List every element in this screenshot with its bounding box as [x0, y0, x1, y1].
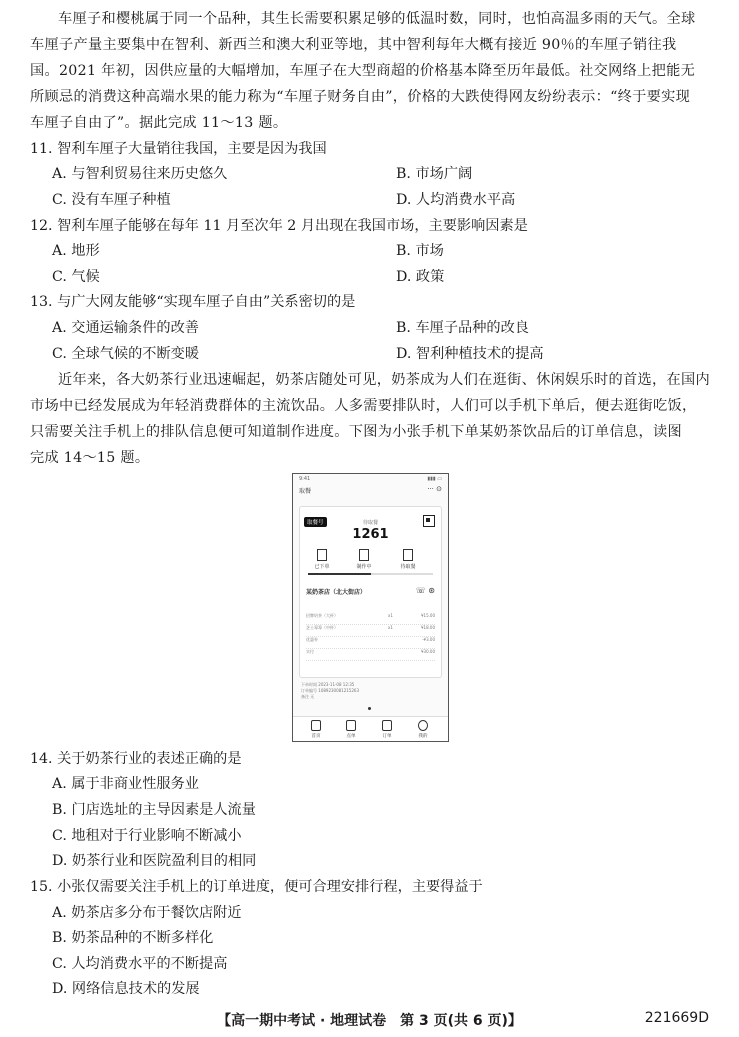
item-name: 芝士莓莓（中杯）: [306, 625, 338, 630]
question-15-option-c: C. 人均消费水平的不断提高: [52, 956, 228, 972]
question-14-option-b: B. 门店选址的主导因素是人流量: [52, 802, 256, 818]
item-name: 实付: [306, 649, 314, 654]
item-price: -¥3.00: [422, 637, 435, 642]
question-11-stem: 11. 智利车厘子大量销往我国，主要是因为我国: [30, 141, 327, 157]
phone-bottom-nav: [293, 716, 448, 741]
exam-code: 221669D: [644, 1010, 709, 1026]
question-15-option-a: A. 奶茶店多分布于餐饮店附近: [52, 905, 242, 921]
step-label: 已下单: [314, 564, 330, 570]
question-14-stem: 14. 关于奶茶行业的表述正确的是: [30, 751, 242, 767]
header-title: 取餐: [299, 488, 312, 495]
home-icon: [311, 720, 321, 731]
order-item-row: [306, 637, 435, 649]
order-number: 1261: [352, 527, 389, 542]
question-12-option-c: C. 气候: [52, 269, 100, 285]
question-13-stem: 13. 与广大网友能够“实现车厘子自由”关系密切的是: [30, 294, 356, 310]
step-label: 制作中: [356, 564, 372, 570]
passage-line: 近年来，各大奶茶行业迅速崛起，奶茶店随处可见，奶茶成为人们在逛街、休闲娱乐时的首选，在国内: [58, 372, 710, 388]
order-progress-fill: [308, 573, 371, 575]
question-12-option-b: B. 市场: [396, 243, 444, 259]
passage-line: 市场中已经发展成为年轻消费群体的主流饮品。人多需要排队时，人们可以手机下单后，便去逛街吃饭，: [30, 398, 697, 414]
cup-icon: [317, 549, 327, 561]
order-steps: [308, 549, 433, 571]
order-progress-bar: [308, 573, 433, 575]
question-15-option-b: B. 奶茶品种的不断多样化: [52, 930, 214, 946]
passage-milk-tea: [30, 367, 710, 471]
page-indicator-dot: [368, 707, 371, 710]
passage-line: 所顾忌的消费这种高端水果的能力称为“车厘子财务自由”，价格的大跌使得网友纷纷表示：“终于要实现: [30, 89, 691, 105]
question-11-option-a: A. 与智利贸易往来历史悠久: [52, 166, 228, 182]
question-13-option-a: A. 交通运输条件的改善: [52, 320, 199, 336]
item-price: ¥15.00: [421, 613, 435, 618]
question-13-option-c: C. 全球气候的不断变暖: [52, 346, 200, 362]
nav-menu[interactable]: [336, 720, 366, 739]
question-12-stem: 12. 智利车厘子能够在每年 11 月至次年 2 月出现在我国市场，主要影响因素是: [30, 218, 528, 234]
cup-icon: [346, 720, 356, 731]
order-screenshot-figure: [292, 473, 449, 742]
question-13-option-d: D. 智利种植技术的提高: [396, 346, 544, 362]
question-14-option-a: A. 属于非商业性服务业: [52, 776, 199, 792]
receipt-icon: [382, 720, 392, 731]
footer-title: 【高一期中考试 · 地理试卷 第 3 页(共 6 页)】: [217, 1013, 522, 1029]
question-12-option-d: D. 政策: [396, 269, 445, 285]
more-icon: ··· ⊙: [427, 485, 442, 493]
store-action-icons[interactable]: ☏ ⊛: [415, 586, 435, 595]
order-item-row: [306, 649, 435, 661]
question-11-option-c: C. 没有车厘子种植: [52, 192, 171, 208]
phone-header: [299, 486, 442, 498]
question-14-option-d: D. 奶茶行业和医院盈利目的相同: [52, 853, 257, 869]
item-qty: x1: [388, 613, 393, 618]
order-status-label: 待取餐: [362, 520, 378, 526]
status-time: 9:41: [299, 476, 311, 482]
signal-battery-icon: ▮▮▮ ▭: [427, 476, 442, 482]
passage-cherries: [30, 6, 710, 136]
nav-label: 首页: [311, 734, 321, 739]
order-card: [299, 506, 442, 678]
passage-line: 车厘子产量主要集中在智利、新西兰和澳大利亚等地，其中智利每年大概有接近 90％的车厘子销往我: [30, 37, 677, 53]
step-label: 待取餐: [400, 564, 416, 570]
item-name: 招牌奶茶（大杯）: [306, 613, 338, 618]
nav-label: 我的: [418, 734, 428, 739]
step-ordered: [302, 549, 342, 570]
question-13-option-b: B. 车厘子品种的改良: [396, 320, 529, 336]
passage-line: 完成 14～15 题。: [30, 450, 150, 466]
nav-home[interactable]: [301, 720, 331, 739]
phone-status-bar: [299, 476, 442, 484]
item-price: ¥18.00: [421, 625, 435, 630]
step-making: [344, 549, 384, 570]
order-item-row: [306, 613, 435, 625]
passage-line: 只需要关注手机上的排队信息便可知道制作进度。下图为小张手机下单某奶茶饮品后的订单信息，读图: [30, 424, 682, 440]
nav-orders[interactable]: [372, 720, 402, 739]
nav-label: 点单: [346, 734, 356, 739]
pickup-tag: 取餐号: [304, 517, 327, 527]
item-price: ¥30.00: [421, 649, 435, 654]
order-note: 备注 无: [301, 694, 315, 699]
user-icon: [418, 720, 428, 731]
order-items: [306, 613, 435, 661]
step-ready: [388, 549, 428, 570]
item-name: 优惠券: [306, 637, 318, 642]
question-14-option-c: C. 地租对于行业影响不断减小: [52, 828, 242, 844]
order-time: 下单时间 2023-11-08 12:35: [301, 682, 355, 687]
bag-icon: [403, 549, 413, 561]
blender-icon: [359, 549, 369, 561]
passage-line: 国。2021 年初，因供应量的大幅增加，车厘子在大型商超的价格基本降至历年最低。社交网络上把能无: [30, 63, 696, 79]
nav-profile[interactable]: [408, 720, 438, 739]
question-11-option-d: D. 人均消费水平高: [396, 192, 516, 208]
question-15-option-d: D. 网络信息技术的发展: [52, 981, 200, 997]
passage-line: 车厘子自由了”。据此完成 11～13 题。: [30, 115, 288, 131]
question-11-option-b: B. 市场广阔: [396, 166, 473, 182]
question-15-stem: 15. 小张仅需要关注手机上的订单进度，便可合理安排行程，主要得益于: [30, 879, 483, 895]
order-item-row: [306, 625, 435, 637]
passage-line: 车厘子和樱桃属于同一个品种，其生长需要积累足够的低温时数，同时，也怕高温多雨的天气。全球: [58, 11, 696, 27]
nav-label: 订单: [382, 734, 392, 739]
item-qty: x1: [388, 625, 393, 630]
store-name: 某奶茶店（北大街店）: [306, 589, 367, 596]
order-footer-info: [301, 682, 440, 700]
order-id: 订单编号 1089230081215263: [301, 688, 359, 693]
question-12-option-a: A. 地形: [52, 243, 100, 259]
